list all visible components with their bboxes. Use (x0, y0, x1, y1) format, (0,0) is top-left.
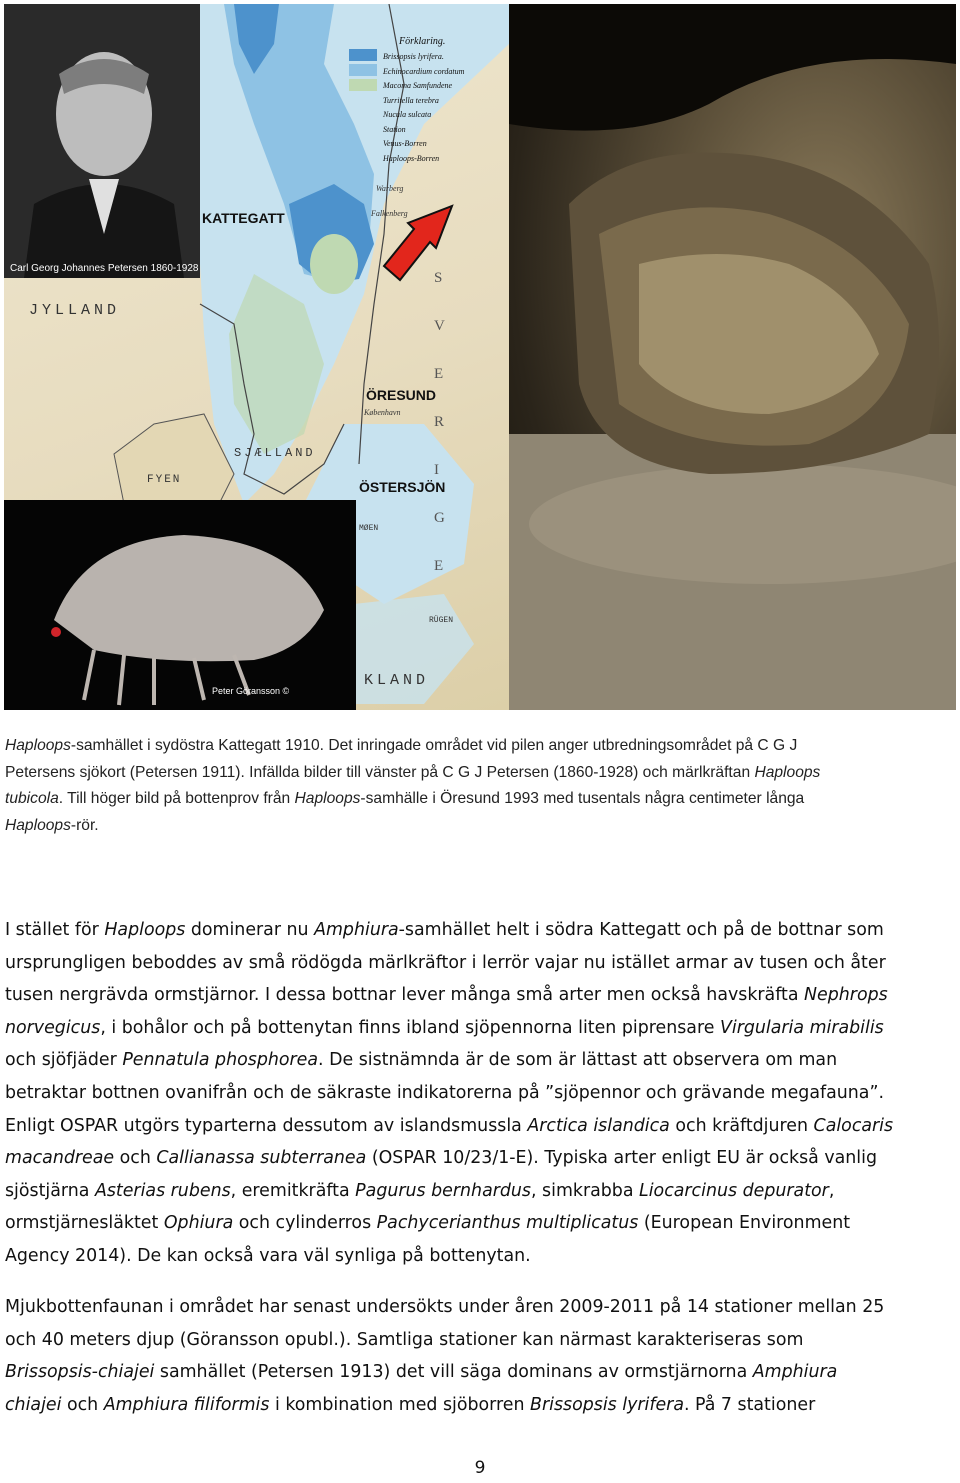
legend-item: Nucula sulcata (383, 110, 432, 119)
text-line: ursprungligen beboddes av små rödögda märlkräftor i lerrör vajar nu istället armar av tusen och åter (5, 952, 886, 973)
map-label-oresund: ÖRESUND (366, 387, 437, 403)
map-label-fyen: FYEN (147, 474, 182, 486)
amphipod-graphic (4, 500, 356, 710)
map-label-kobenhavn: København (364, 408, 401, 417)
map-label-sjaelland: SJÆLLAND (234, 446, 316, 460)
figure-caption (5, 733, 950, 839)
caption-line: Haploops-samhället i sydöstra Kattegatt 1910. Det inringade området vid pilen anger utbredningsområdet på C G J (5, 737, 798, 754)
text-line: chiajei och Amphiura filiformis i kombination med sjöborren Brissopsis lyrifera. På 7 stationer (5, 1394, 816, 1415)
petersen-portrait (4, 4, 200, 278)
legend-item: Echinocardium cordatum (383, 66, 465, 76)
map-label-sverige: SVERIGE (434, 270, 445, 574)
text-line: macandreae och Callianassa subterranea (OSPAR 10/23/1-E). Typiska arter enligt EU är också vanlig (5, 1148, 877, 1169)
legend-item: Station (383, 124, 406, 134)
legend-item: Macoma Samfundene (383, 81, 453, 90)
figure-composite (4, 4, 956, 710)
text-line: Agency 2014). De kan också vara väl synliga på bottenytan. (5, 1245, 531, 1266)
bottom-sample-photo (509, 4, 956, 710)
legend-item: Brissopsis lyrifera. (383, 52, 444, 61)
text-line: I stället för Haploops dominerar nu Amphiura-samhället helt i södra Kattegatt och på de bottnar som (5, 920, 884, 940)
legend-items (383, 50, 464, 166)
text-line: sjöstjärna Asterias rubens, eremitkräfta Pagurus bernhardus, simkrabba Liocarcinus depurator, (5, 1180, 835, 1201)
mud-sample-graphic (509, 4, 956, 710)
text-line: ormstjärnesläktet Ophiura och cylinderros Pachycerianthus multiplicatus (European Environment (5, 1213, 851, 1234)
haploops-photo (4, 500, 356, 710)
paragraph-1 (5, 914, 955, 1273)
portrait-caption: Carl Georg Johannes Petersen 1860-1928 (10, 263, 199, 274)
text-line: norvegicus, i bohålor och på bottenytan finns ibland sjöpennorna liten piprensare Virgularia mirabilis (5, 1017, 884, 1038)
caption-line: tubicola. Till höger bild på bottenprov från Haploops-samhälle i Öresund 1993 med tusentals några centimeter långa (5, 790, 805, 807)
map-label-warberg: Warberg (376, 184, 404, 193)
map-label-kattegatt: KATTEGATT (202, 210, 285, 226)
legend-item: Haploops-Borren (383, 153, 440, 163)
page-number: 9 (474, 1458, 486, 1478)
text-line: Brissopsis-chiajei samhället (Petersen 1913) det vill säga dominans av ormstjärnorna Amphiura (5, 1362, 838, 1383)
caption-line: Petersens sjökort (Petersen 1911). Infällda bilder till vänster på C G J Petersen (1860-1928) och märlkräftan Haploops (5, 763, 821, 781)
map-label-rugen: RÜGEN (429, 616, 454, 625)
text-line: och sjöfjäder Pennatula phosphorea. De sistnämnda är de som är lättast att observera om man (5, 1050, 838, 1071)
caption-line: Haploops-rör. (5, 816, 99, 834)
legend-item: Turritella terebra (383, 95, 439, 105)
photo-credit: Peter Göransson © (212, 686, 290, 696)
paragraph-2 (5, 1291, 955, 1421)
text-line: Mjukbottenfaunan i området har senast undersökts under åren 2009-2011 på 14 stationer mellan 25 (5, 1297, 885, 1317)
map-label-falkenberg: Falkenberg (371, 209, 408, 218)
map-label-klaand: KLAND (364, 672, 430, 689)
text-line: tusen nergrävda ormstjärnor. I dessa bottnar lever många små arter men också havskräfta Nephrops (5, 985, 888, 1006)
legend-title: Förklaring. (399, 36, 446, 47)
map-label-moen: MØEN (359, 524, 379, 533)
text-line: och 40 meters djup (Göransson opubl.). Samtliga stationer kan närmast karakteriseras som (5, 1329, 804, 1350)
text-line: Enligt OSPAR utgörs typarterna dessutom av islandsmussla Arctica islandica och kräftdjuren Calocaris (5, 1115, 894, 1136)
map-label-jylland: JYLLAND (29, 302, 121, 319)
text-line: betraktar bottnen ovanifrån och de säkraste indikatorerna på ”sjöpennor och grävande megafauna”. (5, 1082, 884, 1103)
portrait-graphic (4, 4, 200, 278)
map-legend (339, 34, 504, 184)
legend-item: Venus-Borren (383, 139, 427, 148)
map-label-ostersjon: ÖSTERSJÖN (359, 479, 446, 495)
